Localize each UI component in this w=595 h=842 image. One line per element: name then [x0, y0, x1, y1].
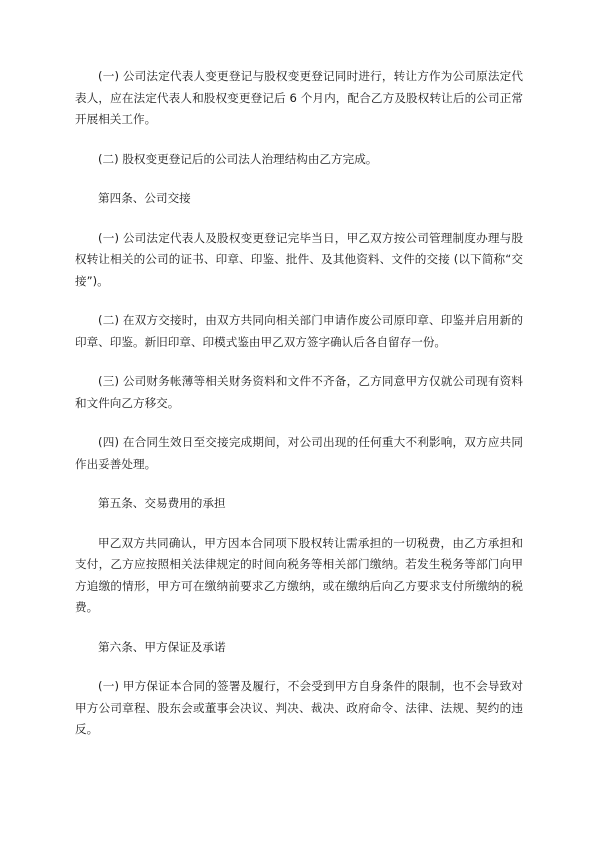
document-body — [75, 66, 523, 741]
paragraph-article4-clause1: (一) 公司法定代表人及股权变更登记完毕当日，甲乙双方按公司管理制度办理与股权转让相关的公司的证书、印章、印鉴、批件、及其他资料、文件的交接 (以下简称“交接”)。 — [75, 230, 523, 288]
paragraph-article6-clause1: (一) 甲方保证本合同的签署及履行，不会受到甲方自身条件的限制，也不会导致对甲方公司章程、股东会或董事会决议、判决、裁决、政府命令、法律、法规、契约的违反。 — [75, 679, 523, 736]
paragraph-article4-clause4: (四) 在合同生效日至交接完成期间，对公司出现的任何重大不利影响，双方应共同作出妥善处理。 — [75, 435, 523, 471]
paragraph-article4-clause2: (二) 在双方交接时，由双方共同向相关部门申请作废公司原印章、印鉴并启用新的印章、印鉴。新旧印章、印模式鉴由甲乙双方签字确认后各自留存一份。 — [75, 313, 523, 349]
section-heading-article4: 第四条、公司交接 — [98, 191, 191, 205]
section-heading-article6: 第六条、甲方保证及承诺 — [98, 639, 226, 654]
paragraph-article4-clause3: (三) 公司财务帐薄等相关财务资料和文件不齐备，乙方同意甲方仅就公司现有资料和文件向乙方移交。 — [75, 374, 523, 410]
section-heading-article5: 第五条、交易费用的承担 — [98, 496, 226, 510]
paragraph-article5-body: 甲乙双方共同确认，甲方因本合同项下股权转让需承担的一切税费，由乙方承担和支付，乙方应按照相关法律规定的时间向税务等相关部门缴纳。若发生税务等部门向甲方追缴的情形，甲方可在缴纳前要求乙方缴纳，或在缴纳后向乙方要求支付所缴纳的税费。 — [75, 535, 523, 614]
paragraph-article3-clause2: (二) 股权变更登记后的公司法人治理结构由乙方完成。 — [98, 151, 378, 166]
paragraph-article3-clause1: (一) 公司法定代表人变更登记与股权变更登记同时进行，转让方作为公司原法定代表人，应在法定代表人和股权变更登记后 6 个月内，配合乙方及股权转让后的公司正常开展相关工作。 — [75, 69, 523, 126]
